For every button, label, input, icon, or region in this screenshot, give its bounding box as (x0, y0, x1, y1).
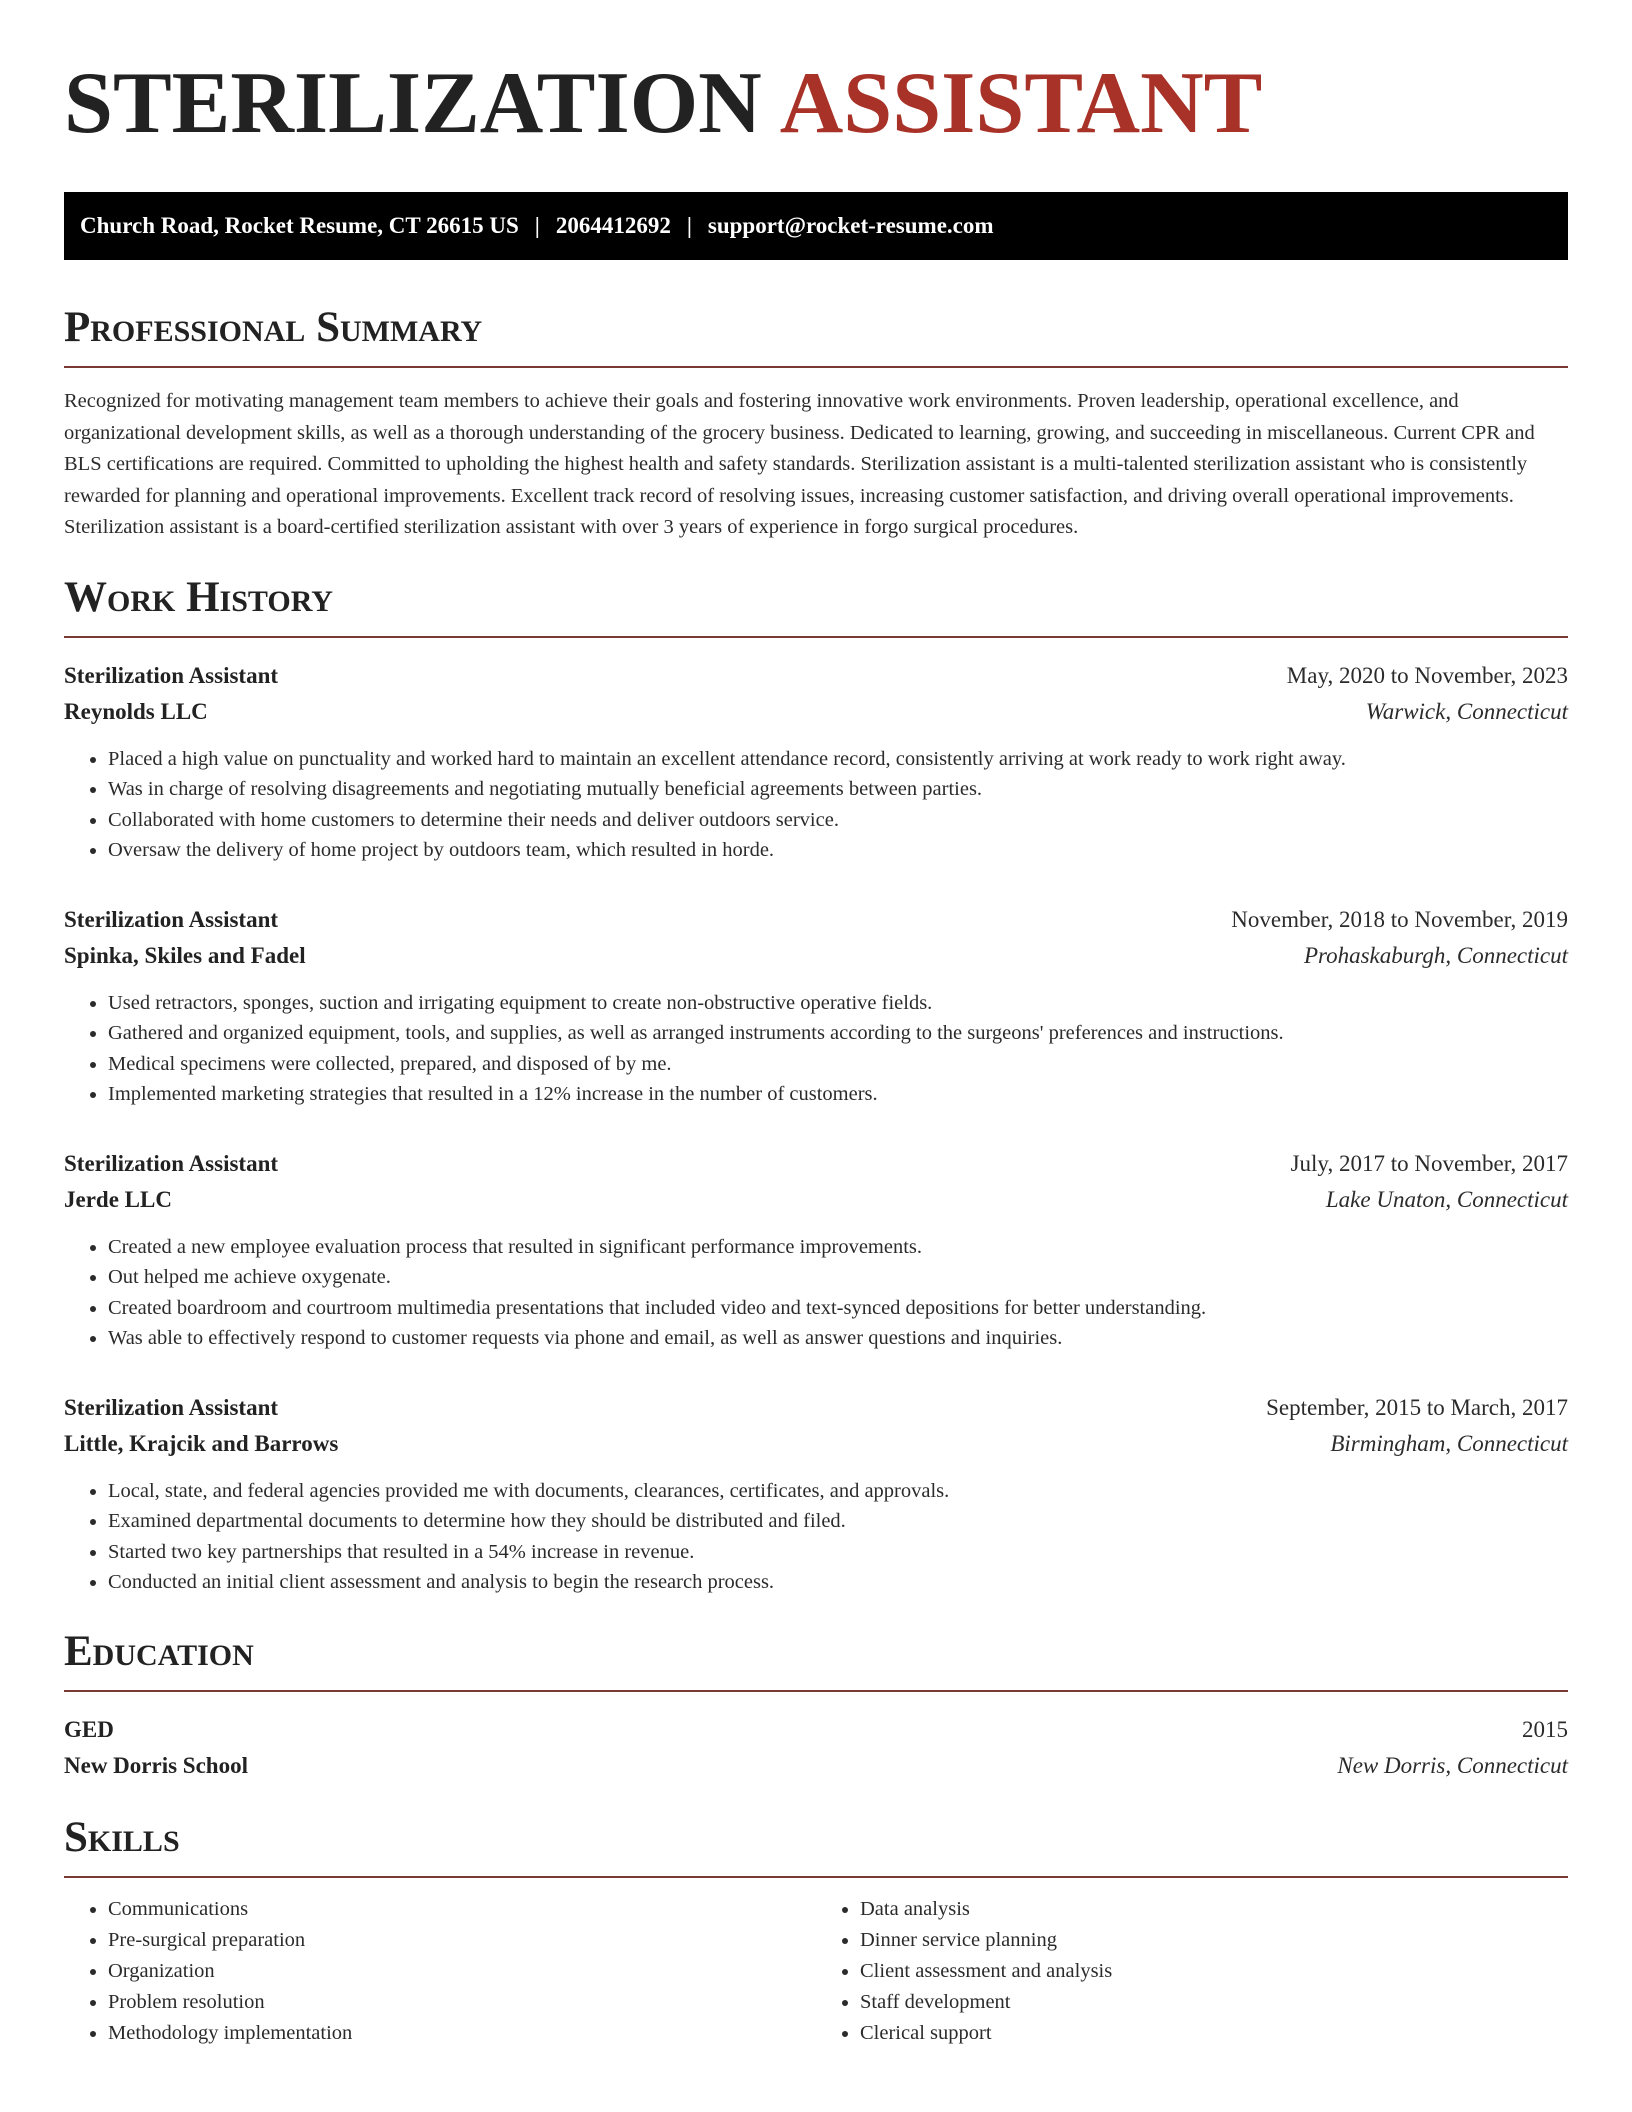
job-entry (64, 1390, 1568, 1598)
education-school: New Dorris School (64, 1752, 248, 1778)
job-bullets (64, 1476, 1568, 1598)
job-location: Prohaskaburgh, Connecticut (1303, 942, 1568, 968)
job-company-row (64, 1426, 1568, 1462)
contact-email: support@rocket-resume.com (707, 213, 994, 238)
contact-address: Church Road, Rocket Resume, CT 26615 US (80, 213, 519, 238)
job-dates: November, 2018 to November, 2019 (1231, 906, 1568, 932)
education-school-row (64, 1748, 1568, 1784)
section-summary (64, 304, 1568, 544)
resume-name (64, 56, 1568, 152)
contact-bar (64, 192, 1568, 260)
skill-item: • Organization (108, 1956, 816, 1987)
skill-item: • Data analysis (860, 1894, 1568, 1925)
summary-text: Recognized for motivating management team members to achieve their goals and fostering innovative work environments. Proven leadership, operational excellence, and organizational development skills, as well as a thorough understanding of the grocery business. Dedicated to learning, growing, and succeeding in miscellaneous. Current CPR and BLS certifications are required. Committed to upholding the highest health and safety standards. Sterilization assistant is a multi-talented sterilization assistant who is consistently rewarded for planning and operational improvements. Excellent track record of resolving issues, increasing customer satisfaction, and driving overall operational improvements. Sterilization assistant is a board-certified sterilization assistant with over 3 years of experience in forgo surgical procedures. (64, 390, 1535, 538)
job-company-row (64, 938, 1568, 974)
skill-item: • Methodology implementation (108, 2018, 816, 2049)
job-entry (64, 902, 1568, 1110)
job-bullet: • Started two key partnerships that resulted in a 54% increase in revenue. (108, 1537, 1568, 1568)
job-bullet: • Implemented marketing strategies that resulted in a 12% increase in the number of customers. (108, 1079, 1568, 1110)
job-bullet: • Oversaw the delivery of home project by outdoors team, which resulted in horde. (108, 835, 1568, 866)
job-header-row (64, 658, 1568, 694)
job-position: Sterilization Assistant (64, 1394, 279, 1420)
contact-phone: 2064412692 (555, 213, 671, 238)
job-company: Jerde LLC (64, 1186, 172, 1212)
job-company: Reynolds LLC (64, 698, 208, 724)
job-bullet: • Gathered and organized equipment, tools, and supplies, as well as arranged instruments according to the surgeons' preferences and instructions. (108, 1018, 1568, 1049)
skill-item: • Staff development (860, 1987, 1568, 2018)
job-location: Warwick, Connecticut (1365, 698, 1568, 724)
job-bullet: • Was in charge of resolving disagreements and negotiating mutually beneficial agreements between parties. (108, 774, 1568, 805)
job-bullet: • Was able to effectively respond to customer requests via phone and email, as well as answer questions and inquiries. (108, 1323, 1568, 1354)
skill-item: • Problem resolution (108, 1987, 816, 2018)
section-work-history (64, 574, 1568, 1598)
job-bullet: • Placed a high value on punctuality and worked hard to maintain an excellent attendance record, consistently arriving at work ready to work right away. (108, 744, 1568, 775)
job-company-row (64, 694, 1568, 730)
job-bullet: • Examined departmental documents to determine how they should be distributed and filed. (108, 1506, 1568, 1537)
job-dates: May, 2020 to November, 2023 (1286, 662, 1568, 688)
skill-item: • Communications (108, 1894, 816, 1925)
skill-item: • Dinner service planning (860, 1925, 1568, 1956)
name-last: ASSISTANT (779, 55, 1263, 152)
skills-grid (64, 1894, 1568, 2049)
job-bullet: • Collaborated with home customers to determine their needs and deliver outdoors service. (108, 805, 1568, 836)
section-skills (64, 1814, 1568, 2049)
education-degree-row (64, 1712, 1568, 1748)
job-company-row (64, 1182, 1568, 1218)
section-title-education: Education (64, 1628, 1568, 1692)
job-dates: September, 2015 to March, 2017 (1266, 1394, 1568, 1420)
job-entry (64, 1146, 1568, 1354)
job-bullet: • Out helped me achieve oxygenate. (108, 1262, 1568, 1293)
skills-column-left (64, 1894, 816, 2049)
contact-separator: | (686, 213, 692, 238)
job-bullet: • Created boardroom and courtroom multimedia presentations that included video and text-synced depositions for better understanding. (108, 1293, 1568, 1324)
education-year: 2015 (1522, 1716, 1568, 1742)
contact-separator: | (534, 213, 540, 238)
skill-item: • Clerical support (860, 2018, 1568, 2049)
job-dates: July, 2017 to November, 2017 (1290, 1150, 1568, 1176)
section-education (64, 1628, 1568, 1784)
job-bullets (64, 744, 1568, 866)
skill-item: • Client assessment and analysis (860, 1956, 1568, 1987)
job-position: Sterilization Assistant (64, 906, 279, 932)
job-entry (64, 658, 1568, 866)
job-company: Little, Krajcik and Barrows (64, 1430, 339, 1456)
education-location: New Dorris, Connecticut (1337, 1752, 1568, 1778)
job-bullet: • Local, state, and federal agencies provided me with documents, clearances, certificates, and approvals. (108, 1476, 1568, 1507)
job-location: Lake Unaton, Connecticut (1325, 1186, 1568, 1212)
section-title-skills: Skills (64, 1814, 1568, 1878)
job-location: Birmingham, Connecticut (1330, 1430, 1568, 1456)
job-header-row (64, 1146, 1568, 1182)
education-entry (64, 1712, 1568, 1784)
section-title-work-history: Work History (64, 574, 1568, 638)
job-company: Spinka, Skiles and Fadel (64, 942, 306, 968)
education-degree: GED (64, 1716, 114, 1742)
name-first: STERILIZATION (64, 55, 762, 152)
job-bullet: • Created a new employee evaluation process that resulted in significant performance improvements. (108, 1232, 1568, 1263)
skills-column-right (816, 1894, 1568, 2049)
job-position: Sterilization Assistant (64, 662, 279, 688)
skill-item: • Pre-surgical preparation (108, 1925, 816, 1956)
job-bullet: • Conducted an initial client assessment and analysis to begin the research process. (108, 1567, 1568, 1598)
job-header-row (64, 902, 1568, 938)
job-bullets (64, 1232, 1568, 1354)
job-bullets (64, 988, 1568, 1110)
job-bullet: • Medical specimens were collected, prepared, and disposed of by me. (108, 1049, 1568, 1080)
job-header-row (64, 1390, 1568, 1426)
job-bullet: • Used retractors, sponges, suction and irrigating equipment to create non-obstructive operative fields. (108, 988, 1568, 1019)
job-position: Sterilization Assistant (64, 1150, 279, 1176)
section-title-summary: Professional Summary (64, 304, 1568, 368)
